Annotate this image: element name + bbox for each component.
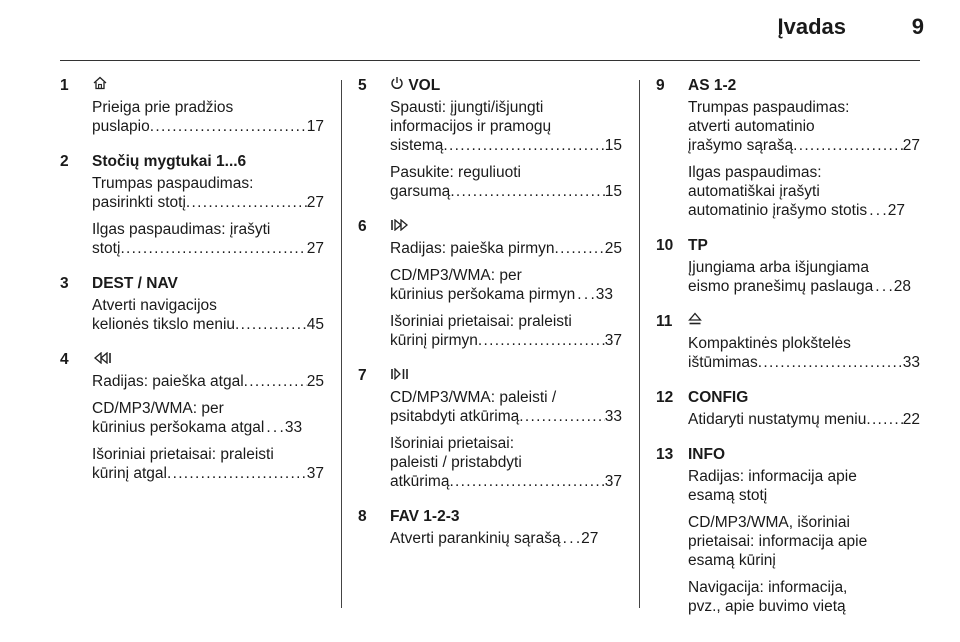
description-line: Išoriniai prietaisai: praleisti	[92, 446, 274, 463]
page-reference[interactable]	[688, 136, 920, 155]
reference-text: automatinio įrašymo stotis	[688, 202, 868, 219]
entry-number: 9	[656, 77, 665, 94]
reference-text: ištūmimas	[688, 354, 758, 371]
index-entry	[656, 445, 920, 624]
page-reference[interactable]	[390, 529, 622, 548]
leader-dots	[758, 353, 903, 372]
reference-text: atkūrimą	[390, 473, 450, 490]
column-divider-1	[341, 80, 342, 608]
page-link[interactable]: 33	[284, 419, 303, 436]
entry-number: 10	[656, 237, 674, 254]
page-reference[interactable]	[92, 239, 324, 258]
entry-label: TP	[688, 237, 708, 254]
reference-text: stotį	[92, 240, 121, 257]
description-line: Radijas: informacija apie	[688, 468, 857, 485]
description-line: Ilgas paspaudimas:	[688, 164, 822, 181]
page-reference[interactable]	[390, 407, 622, 426]
page-reference[interactable]	[688, 277, 920, 296]
page-link[interactable]: 15	[604, 183, 622, 200]
index-entry	[358, 366, 622, 499]
entry-body	[92, 76, 324, 144]
header-rule	[60, 60, 920, 61]
column-3	[656, 76, 920, 632]
index-entry	[60, 350, 324, 491]
power-icon	[390, 76, 404, 95]
description-line: Prieiga prie pradžios	[92, 99, 234, 116]
description-line: CD/MP3/WMA, išoriniai	[688, 514, 850, 531]
page-link[interactable]: 33	[595, 286, 614, 303]
page-reference[interactable]	[390, 136, 622, 155]
reference-text: garsumą	[390, 183, 451, 200]
entry-description	[92, 372, 324, 391]
leader-dots	[186, 193, 307, 212]
index-entry	[656, 388, 920, 437]
description-line: paleisti / pristabdyti	[390, 454, 522, 471]
reference-text: Atidaryti nustatymų meniu	[688, 411, 867, 428]
entry-number: 11	[656, 313, 673, 330]
page-reference[interactable]	[92, 418, 324, 437]
page-link[interactable]: 27	[581, 530, 599, 547]
entry-body	[390, 366, 622, 499]
eject-icon	[688, 312, 702, 331]
play-pause-icon	[390, 366, 412, 385]
entry-body	[390, 76, 622, 209]
description-line: Kompaktinės plokštelės	[688, 335, 851, 352]
entry-body	[390, 217, 622, 358]
description-line: esamą stotį	[688, 487, 768, 504]
page-reference[interactable]	[92, 117, 324, 136]
description-line: Navigacija: informacija,	[688, 579, 848, 596]
seek-back-icon	[92, 350, 114, 369]
entry-description	[92, 296, 324, 334]
page-reference[interactable]	[688, 201, 920, 220]
reference-text: psitabdyti atkūrimą	[390, 408, 520, 425]
description-line: Trumpas paspaudimas:	[92, 175, 254, 192]
entry-number: 7	[358, 367, 367, 384]
reference-text: pasirinkti stotį	[92, 194, 186, 211]
entry-body	[688, 76, 920, 228]
index-entry	[656, 76, 920, 228]
page-link[interactable]: 28	[893, 278, 912, 295]
entry-heading	[92, 274, 324, 293]
page-link[interactable]: 15	[604, 137, 622, 154]
entry-number: 8	[358, 508, 367, 525]
index-entry	[60, 152, 324, 266]
description-line: Pasukite: reguliuoti	[390, 164, 521, 181]
page-link[interactable]: 27	[887, 202, 905, 219]
page-link[interactable]: 37	[306, 465, 324, 482]
entry-label: FAV 1-2-3	[390, 508, 460, 525]
description-line: Atverti navigacijos	[92, 297, 217, 314]
index-entry	[358, 217, 622, 358]
page-link[interactable]: 27	[902, 137, 920, 154]
home-icon	[92, 76, 108, 95]
leader-dots	[519, 407, 605, 426]
entry-description	[92, 220, 324, 258]
entry-description	[92, 399, 324, 437]
page-link[interactable]: 25	[604, 240, 622, 257]
index-entry	[358, 76, 622, 209]
entry-description	[688, 513, 920, 570]
entry-heading	[390, 507, 622, 526]
leader-ellipsis: . . .	[266, 419, 283, 436]
leader-dots	[866, 410, 902, 429]
entry-number: 2	[60, 153, 69, 170]
leader-ellipsis: . . .	[869, 202, 886, 219]
entry-body	[92, 274, 324, 342]
page-reference[interactable]	[390, 182, 622, 201]
page-reference[interactable]	[92, 315, 324, 334]
reference-text: Atverti parankinių sąrašą	[390, 530, 561, 547]
seek-forward-icon	[390, 217, 412, 236]
description-line: automatiškai įrašyti	[688, 183, 820, 200]
entry-heading	[390, 76, 622, 95]
entry-description	[390, 529, 622, 548]
leader-dots	[450, 182, 604, 201]
entry-label: DEST / NAV	[92, 275, 178, 292]
description-line: esamą kūrinį	[688, 552, 776, 569]
entry-body	[688, 236, 920, 304]
page-reference[interactable]	[390, 285, 622, 304]
description-line: informacijos ir pramogų	[390, 118, 552, 135]
column-divider-2	[639, 80, 640, 608]
chapter-title: Įvadas	[777, 14, 846, 39]
entry-number: 6	[358, 218, 367, 235]
entry-heading	[688, 236, 920, 255]
reference-text: Radijas: paieška atgal	[92, 373, 244, 390]
entry-label: Stočių mygtukai 1...6	[92, 153, 247, 170]
entry-description	[688, 467, 920, 505]
entry-description	[688, 334, 920, 372]
entry-heading	[390, 366, 622, 385]
entry-number: 13	[656, 446, 674, 463]
description-line: Trumpas paspaudimas:	[688, 99, 850, 116]
page-reference[interactable]	[390, 472, 622, 491]
description-line: Ilgas paspaudimas: įrašyti	[92, 221, 271, 238]
page-link[interactable]: 37	[604, 332, 622, 349]
leader-dots	[167, 464, 307, 483]
page-link[interactable]: 27	[306, 194, 324, 211]
entry-label: CONFIG	[688, 389, 749, 406]
description-line: CD/MP3/WMA: per	[390, 267, 522, 284]
entry-body	[92, 350, 324, 491]
leader-dots	[443, 136, 604, 155]
reference-text: eismo pranešimų paslauga	[688, 278, 874, 295]
reference-text: sistemą	[390, 137, 444, 154]
reference-text: įrašymo sąrašą	[688, 137, 794, 154]
entry-heading	[390, 217, 622, 236]
index-entry	[656, 312, 920, 380]
entry-label: AS 1-2	[688, 77, 737, 94]
entry-description	[92, 98, 324, 136]
index-entry	[60, 76, 324, 144]
leader-dots	[793, 136, 903, 155]
entry-description	[688, 410, 920, 429]
leader-ellipsis: . . .	[875, 278, 892, 295]
page-number: 9	[911, 14, 924, 39]
entry-label: INFO	[688, 446, 726, 463]
page-link[interactable]: 37	[604, 473, 622, 490]
reference-text: kelionės tikslo meniu	[92, 316, 236, 333]
entry-number: 5	[358, 77, 367, 94]
entry-description	[390, 98, 622, 155]
leader-dots	[555, 239, 605, 258]
page-link[interactable]: 33	[902, 354, 920, 371]
reference-text: Radijas: paieška pirmyn	[390, 240, 555, 257]
entry-description	[390, 163, 622, 201]
description-line: CD/MP3/WMA: per	[92, 400, 224, 417]
entry-description	[390, 312, 622, 350]
entry-body	[688, 312, 920, 380]
reference-text: kūrinius peršokama pirmyn	[390, 286, 576, 303]
entry-description	[688, 98, 920, 155]
entry-body	[390, 507, 622, 556]
page-reference[interactable]	[390, 331, 622, 350]
page-link[interactable]: 45	[306, 316, 324, 333]
entry-heading	[92, 350, 324, 369]
column-2	[358, 76, 622, 564]
description-line: Įjungiama arba išjungiama	[688, 259, 869, 276]
reference-text: kūrinius peršokama atgal	[92, 419, 265, 436]
entry-body	[92, 152, 324, 266]
leader-dots	[120, 239, 306, 258]
reference-text: kūrinį atgal	[92, 465, 167, 482]
entry-description	[688, 578, 920, 616]
entry-description	[92, 174, 324, 212]
description-line: Išoriniai prietaisai: praleisti	[390, 313, 572, 330]
index-entry	[656, 236, 920, 304]
entry-label: VOL	[408, 77, 441, 94]
entry-heading	[92, 152, 324, 171]
entry-number: 12	[656, 389, 674, 406]
page-link[interactable]: 27	[306, 240, 324, 257]
description-line: Išoriniai prietaisai:	[390, 435, 515, 452]
index-entry	[358, 507, 622, 556]
page-reference[interactable]	[688, 353, 920, 372]
leader-ellipsis: . . .	[562, 530, 580, 547]
entry-heading	[92, 76, 324, 95]
description-line: CD/MP3/WMA: paleisti /	[390, 389, 557, 406]
entry-number: 4	[60, 351, 69, 368]
index-entry	[60, 274, 324, 342]
leader-dots	[235, 315, 307, 334]
entry-number: 1	[60, 77, 69, 94]
description-line: prietaisai: informacija apie	[688, 533, 868, 550]
entry-body	[688, 388, 920, 437]
entry-description	[688, 258, 920, 296]
page-reference[interactable]	[92, 193, 324, 212]
entry-heading	[688, 445, 920, 464]
entry-description	[390, 434, 622, 491]
description-line: pvz., apie buvimo vietą	[688, 598, 846, 615]
leader-dots	[478, 331, 605, 350]
page-link[interactable]: 33	[604, 408, 622, 425]
page-reference[interactable]	[390, 239, 622, 258]
page-reference[interactable]	[92, 372, 324, 391]
page-reference[interactable]	[92, 464, 324, 483]
description-line: atverti automatinio	[688, 118, 815, 135]
entry-heading	[688, 312, 920, 331]
entry-description	[92, 445, 324, 483]
page-reference[interactable]	[688, 410, 920, 429]
page-link[interactable]: 25	[306, 373, 324, 390]
entry-heading	[688, 76, 920, 95]
reference-text: kūrinį pirmyn	[390, 332, 478, 349]
leader-dots	[150, 117, 307, 136]
entry-number: 3	[60, 275, 69, 292]
column-1	[60, 76, 324, 499]
leader-ellipsis: . . .	[577, 286, 594, 303]
description-line: Spausti: įjungti/išjungti	[390, 99, 544, 116]
entry-body	[688, 445, 920, 624]
entry-description	[390, 388, 622, 426]
leader-dots	[449, 472, 604, 491]
reference-text: puslapio	[92, 118, 150, 135]
leader-dots	[244, 372, 307, 391]
entry-description	[390, 266, 622, 304]
entry-description	[390, 239, 622, 258]
entry-description	[688, 163, 920, 220]
page-link[interactable]: 17	[306, 118, 324, 135]
entry-heading	[688, 388, 920, 407]
page-link[interactable]: 22	[902, 411, 920, 428]
